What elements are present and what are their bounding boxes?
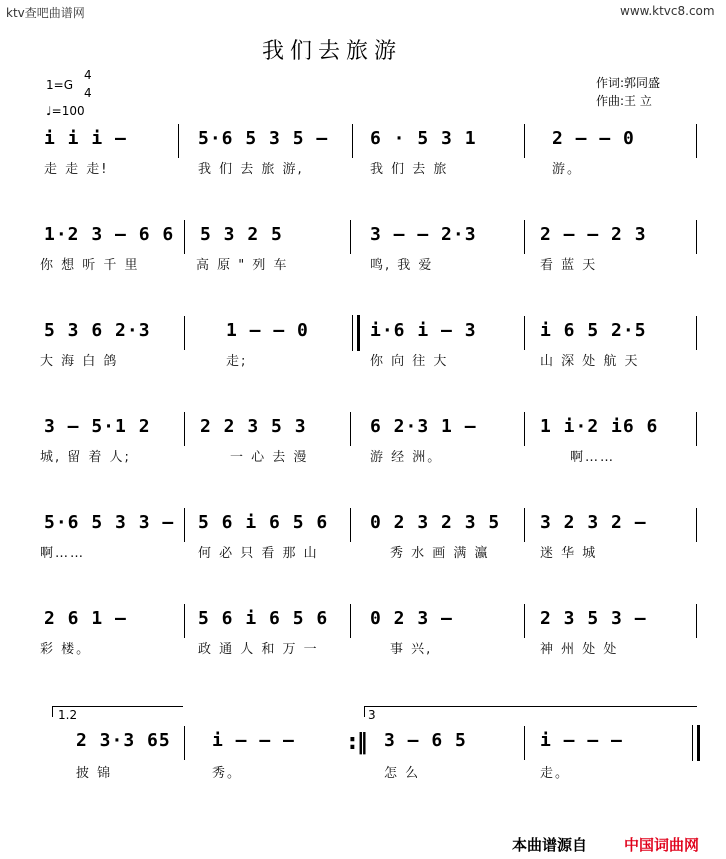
measure-notes: 6 2·3 1 – — [370, 416, 477, 437]
measure-notes: 2 3·3 65 — [76, 730, 171, 751]
measure-notes: 0 2 3 – — [370, 608, 453, 629]
lyricist-credit: 作词:郭同盛 — [596, 76, 661, 90]
lyric-line: 你 想 听 千 里 — [40, 258, 140, 273]
lyric-line: 山 深 处 航 天 — [540, 354, 640, 369]
lyric-line: 你 向 往 大 — [370, 354, 449, 369]
footer-source-label: 本曲谱源自 — [512, 836, 588, 854]
measure-notes: 6 · 5 3 1 — [370, 128, 477, 149]
lyric-line: 彩 楼。 — [40, 642, 92, 657]
site-watermark-right: www.ktvc8.com — [620, 4, 715, 18]
volta-label-2: 3 — [368, 708, 376, 722]
lyric-line: 事 兴, — [390, 642, 433, 657]
lyric-line: 游 经 洲。 — [370, 450, 443, 465]
measure-notes: 2 – – 2 3 — [540, 224, 647, 245]
measure-notes: 2 6 1 – — [44, 608, 127, 629]
lyric-line: 秀 水 画 满 瀛 — [390, 546, 490, 561]
lyric-line: 鸣, 我 爱 — [370, 258, 434, 273]
measure-notes: 2 2 3 5 3 — [200, 416, 307, 437]
measure-notes: 3 – 6 5 — [384, 730, 467, 751]
tempo-value: =100 — [51, 104, 85, 118]
measure-notes: i 6 5 2·5 — [540, 320, 647, 341]
lyric-line: 迷 华 城 — [540, 546, 598, 561]
measure-notes: 3 – – 2·3 — [370, 224, 477, 245]
lyric-line: 我 们 去 旅 游, — [198, 162, 304, 177]
measure-notes: 5 6 i 6 5 6 — [198, 512, 329, 533]
measure-notes: 0 2 3 2 3 5 — [370, 512, 501, 533]
footer-site-link[interactable]: 中国词曲网 — [624, 836, 700, 854]
measure-notes: 1·2 3 – 6 6 — [44, 224, 175, 245]
lyric-line: 走; — [226, 354, 248, 369]
lyric-line: 秀。 — [212, 766, 243, 781]
volta-bracket-2 — [364, 706, 697, 717]
lyric-line: 走。 — [540, 766, 571, 781]
measure-notes: 1 – – 0 — [226, 320, 309, 341]
lyric-line: 啊…… — [40, 546, 86, 561]
measure-notes: 2 – – 0 — [552, 128, 635, 149]
measure-notes: 5 6 i 6 5 6 — [198, 608, 329, 629]
measure-notes: i – – – — [540, 730, 623, 751]
measure-notes: 5 3 2 5 — [200, 224, 283, 245]
measure-notes: 5·6 5 3 3 – — [44, 512, 175, 533]
measure-notes: i i i – — [44, 128, 127, 149]
measure-notes: 1 i·2 i6 6 — [540, 416, 659, 437]
time-signature-numerator: 4 — [84, 68, 92, 82]
volta-label-1: 1.2 — [58, 708, 78, 722]
measure-notes: 5 3 6 2·3 — [44, 320, 151, 341]
lyric-line: 高 原 " 列 车 — [196, 258, 289, 273]
measure-notes: 3 2 3 2 – — [540, 512, 647, 533]
lyric-line: 一 心 去 漫 — [230, 450, 309, 465]
measure-notes: i – – – — [212, 730, 295, 751]
lyric-line: 我 们 去 旅 — [370, 162, 449, 177]
lyric-line: 走 走 走! — [44, 162, 109, 177]
composer-credit: 作曲:王 立 — [596, 94, 652, 108]
tempo-marking: ♩=100 — [46, 104, 85, 118]
lyric-line: 大 海 白 鸽 — [40, 354, 119, 369]
lyric-line: 城, 留 着 人; — [40, 450, 131, 465]
measure-notes: i·6 i – 3 — [370, 320, 477, 341]
measure-notes: 2 3 5 3 – — [540, 608, 647, 629]
lyric-line: 政 通 人 和 万 一 — [198, 642, 319, 657]
key-signature: 1=G — [46, 78, 73, 92]
page-title: 我们去旅游 — [262, 39, 403, 64]
lyric-line: 怎 么 — [384, 766, 421, 781]
lyric-line: 何 必 只 看 那 山 — [198, 546, 319, 561]
site-watermark-left: ktv查吧曲谱网 — [6, 6, 85, 20]
repeat-end-sign: :‖ — [348, 730, 368, 755]
lyric-line: 神 州 处 处 — [540, 642, 619, 657]
lyric-line: 啊…… — [570, 450, 616, 465]
lyric-line: 游。 — [552, 162, 583, 177]
lyric-line: 看 蓝 天 — [540, 258, 598, 273]
time-signature-denominator: 4 — [84, 86, 92, 100]
lyric-line: 披 锦 — [76, 766, 113, 781]
measure-notes: 3 – 5·1 2 — [44, 416, 151, 437]
measure-notes: 5·6 5 3 5 – — [198, 128, 329, 149]
